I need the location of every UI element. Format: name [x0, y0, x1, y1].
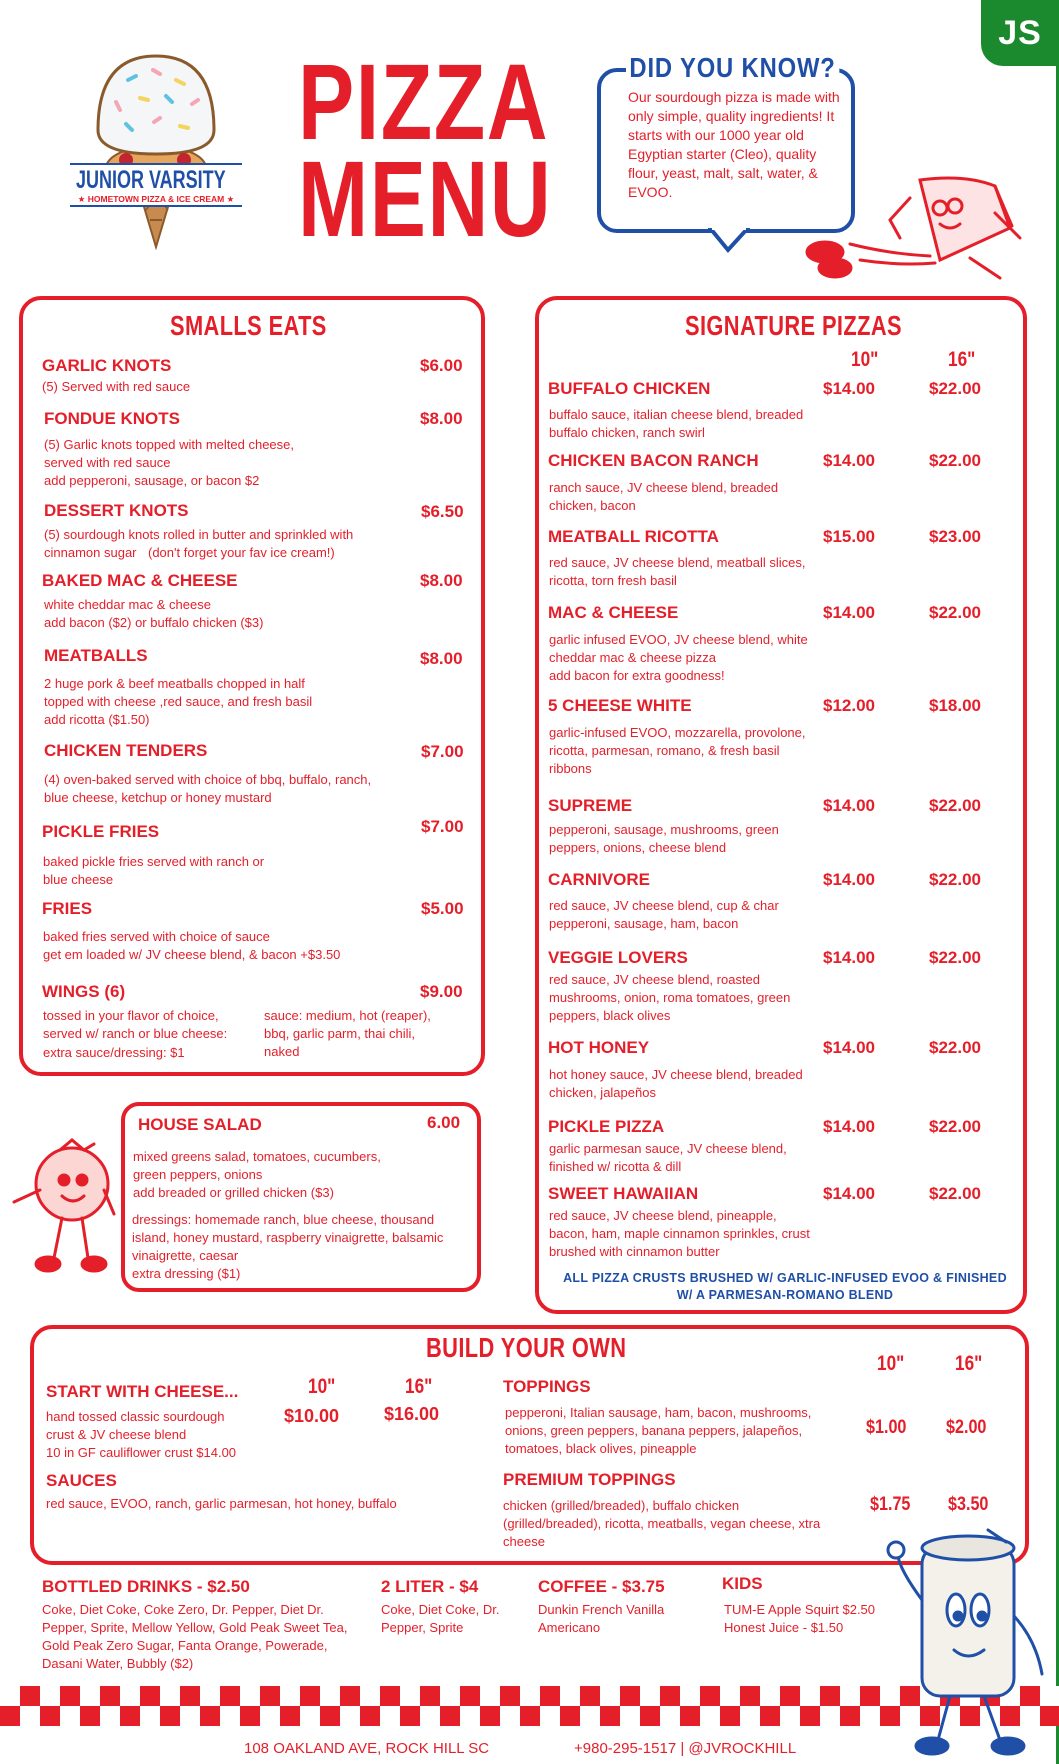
- pizza-desc: garlic-infused EVOO, mozzarella, provolone, ricotta, parmesan, romano, & fresh basil ribbons: [549, 725, 806, 776]
- pizza-price-10: $14.00: [823, 1117, 875, 1136]
- build-size-16: 16": [405, 1375, 433, 1398]
- menu-item-price: $6.50: [421, 502, 464, 521]
- menu-item-name: FRIES: [42, 899, 93, 918]
- toppings-name: TOPPINGS: [503, 1377, 591, 1396]
- menu-item-desc: (4) oven-baked served with choice of bbq, buffalo, ranch, blue cheese, ketchup or honey mustard: [44, 772, 372, 805]
- menu-item-name: PICKLE FRIES: [42, 822, 160, 841]
- pizza-price-10: $14.00: [823, 1038, 875, 1057]
- pizza-slice-mascot-icon: [790, 168, 1030, 286]
- salad-dressing-extra: extra dressing ($1): [132, 1266, 241, 1281]
- logo: [68, 50, 243, 250]
- premium-price-16: $3.50: [948, 1494, 989, 1515]
- salad-extra: add breaded or grilled chicken ($3): [133, 1185, 334, 1200]
- menu-item-desc: baked pickle fries served with ranch or blue cheese: [43, 854, 265, 887]
- pizza-desc: red sauce, JV cheese blend, pineapple, bacon, ham, maple cinnamon sprinkles, crust brushed with cinnamon butter: [549, 1208, 810, 1259]
- menu-item-desc: (5) Garlic knots topped with melted cheese, served with red sauce: [44, 437, 295, 470]
- menu-item-extra: add bacon ($2) or buffalo chicken ($3): [44, 615, 264, 630]
- menu-item-desc: white cheddar mac & cheese: [44, 597, 211, 612]
- pizza-desc: pepperoni, sausage, mushrooms, green peppers, onions, cheese blend: [549, 822, 779, 855]
- sauces-desc: red sauce, EVOO, ranch, garlic parmesan, hot honey, buffalo: [46, 1496, 397, 1511]
- logo-tagline: ★ HOMETOWN PIZZA & ICE CREAM ★: [77, 194, 235, 204]
- bottled-drinks-title: BOTTLED DRINKS - $2.50: [42, 1577, 250, 1596]
- pizza-desc: buffalo sauce, italian cheese blend, breaded buffalo chicken, ranch swirl: [549, 407, 804, 440]
- pizza-price-10: $14.00: [823, 948, 875, 967]
- did-you-know-text: Our sourdough pizza is made with only simple, quality ingredients! It starts with our 1000 year old Egyptian starter (Cleo), quality flour, yeast, malt, salt, water, & EVOO.: [628, 89, 840, 200]
- menu-item-name: BAKED MAC & CHEESE: [42, 571, 238, 590]
- pizza-price-16: $23.00: [929, 527, 981, 546]
- menu-item-extra: extra sauce/dressing: $1: [43, 1045, 185, 1060]
- pizza-name: SWEET HAWAIIAN: [548, 1184, 699, 1203]
- pizza-desc: garlic parmesan sauce, JV cheese blend, finished w/ ricotta & dill: [549, 1141, 787, 1174]
- coffee-title: COFFEE - $3.75: [538, 1577, 665, 1596]
- pizza-name: VEGGIE LOVERS: [548, 948, 688, 967]
- sauces-name: SAUCES: [46, 1471, 117, 1490]
- menu-item-name: MEATBALLS: [44, 646, 148, 665]
- pizza-name: CHICKEN BACON RANCH: [548, 451, 759, 470]
- footer-contact: +980-295-1517 | @JVROCKHILL: [574, 1740, 797, 1757]
- ice-cream-logo-icon: [68, 50, 243, 250]
- bottled-drinks-desc: Coke, Diet Coke, Coke Zero, Dr. Pepper, Diet Dr. Pepper, Sprite, Mellow Yellow, Gold Peak Sweet Tea, Gold Peak Zero Sugar, Fanta Orange, Powerade, Dasani Water, Bubbly ($2): [42, 1602, 348, 1671]
- menu-item-name: GARLIC KNOTS: [42, 356, 172, 375]
- signature-pizzas-title: SIGNATURE PIZZAS: [685, 310, 902, 341]
- menu-item-extra: get em loaded w/ JV cheese blend, & bacon +$3.50: [43, 947, 341, 962]
- menu-item-price: $6.00: [420, 356, 463, 375]
- menu-item-extra: add ricotta ($1.50): [44, 712, 150, 727]
- salad-price: 6.00: [427, 1113, 461, 1132]
- build-price-16: $16.00: [384, 1404, 440, 1424]
- menu-item-desc: baked fries served with choice of sauce: [43, 929, 270, 944]
- two-liter-desc: Coke, Diet Coke, Dr. Pepper, Sprite: [381, 1602, 500, 1635]
- size-10-heading: 10": [851, 348, 879, 371]
- menu-item-extra: add pepperoni, sausage, or bacon $2: [44, 473, 260, 488]
- two-liter-title: 2 LITER - $4: [381, 1577, 479, 1596]
- pizza-price-10: $14.00: [823, 1184, 875, 1203]
- pizza-desc: red sauce, JV cheese blend, roasted mushrooms, onion, roma tomatoes, green peppers, black olives: [549, 972, 791, 1023]
- menu-item-name: WINGS (6): [42, 982, 126, 1001]
- title-line-1: PIZZA: [298, 41, 550, 162]
- pizza-price-16: $18.00: [929, 696, 981, 715]
- build-size-10: 10": [308, 1375, 336, 1398]
- menu-item-desc: 2 huge pork & beef meatballs chopped in half topped with cheese ,red sauce, and fresh basil: [44, 676, 313, 709]
- menu-item-desc: (5) sourdough knots rolled in butter and sprinkled with cinnamon sugar: [44, 527, 354, 560]
- pizza-price-16: $22.00: [929, 948, 981, 967]
- menu-item-price: $7.00: [421, 817, 464, 836]
- toppings-size-10: 10": [877, 1352, 905, 1375]
- pizza-desc: red sauce, JV cheese blend, cup & char pepperoni, sausage, ham, bacon: [549, 898, 779, 931]
- toppings-price-16: $2.00: [946, 1417, 987, 1438]
- tomato-mascot-icon: [10, 1132, 120, 1280]
- menu-item-name: DESSERT KNOTS: [44, 501, 189, 520]
- pizza-name: PICKLE PIZZA: [548, 1117, 665, 1136]
- pizza-price-10: $14.00: [823, 870, 875, 889]
- soda-can-mascot-icon: [880, 1520, 1056, 1764]
- menu-item-name: FONDUE KNOTS: [44, 409, 180, 428]
- pizza-price-10: $14.00: [823, 379, 875, 398]
- pizza-desc: garlic infused EVOO, JV cheese blend, white cheddar mac & cheese pizza: [549, 632, 808, 665]
- pizza-desc: red sauce, JV cheese blend, meatball slices, ricotta, torn fresh basil: [549, 555, 806, 588]
- pizza-price-10: $14.00: [823, 796, 875, 815]
- pizza-name: SUPREME: [548, 796, 633, 815]
- wings-sauce-list: sauce: medium, hot (reaper), bbq, garlic parm, thai chili, naked: [264, 1008, 431, 1059]
- pizza-price-16: $22.00: [929, 1117, 981, 1136]
- start-with-cheese-name: START WITH CHEESE...: [46, 1382, 239, 1401]
- pizza-price-10: $14.00: [823, 603, 875, 622]
- menu-item-extra: (don't forget your fav ice cream!): [148, 545, 335, 560]
- toppings-desc: pepperoni, Italian sausage, ham, bacon, mushrooms, onions, green peppers, banana peppers, jalapeños, tomatoes, black olives, pineapple: [505, 1405, 812, 1456]
- pizza-desc: ranch sauce, JV cheese blend, breaded chicken, bacon: [549, 480, 779, 513]
- speech-tail-icon: [708, 228, 750, 254]
- premium-toppings-name: PREMIUM TOPPINGS: [503, 1470, 676, 1489]
- pizza-price-16: $22.00: [929, 1184, 981, 1203]
- pizza-price-16: $22.00: [929, 796, 981, 815]
- pizza-price-10: $14.00: [823, 451, 875, 470]
- logo-name: JUNIOR VARSITY: [76, 166, 226, 194]
- menu-item-price: $8.00: [420, 571, 463, 590]
- toppings-size-16: 16": [955, 1352, 983, 1375]
- toppings-price-10: $1.00: [866, 1417, 907, 1438]
- premium-toppings-desc: chicken (grilled/breaded), buffalo chicken (grilled/breaded), ricotta, meatballs, vegan cheese, xtra cheese: [503, 1498, 821, 1549]
- pizza-name: CARNIVORE: [548, 870, 651, 889]
- premium-price-10: $1.75: [870, 1494, 911, 1515]
- build-price-10: $10.00: [284, 1406, 340, 1426]
- menu-item-price: $7.00: [421, 742, 464, 761]
- salad-desc: mixed greens salad, tomatoes, cucumbers, green peppers, onions: [133, 1149, 381, 1182]
- menu-item-price: $8.00: [420, 649, 463, 668]
- pizza-price-16: $22.00: [929, 870, 981, 889]
- pizza-name: HOT HONEY: [548, 1038, 650, 1057]
- footer-address: 108 OAKLAND AVE, ROCK HILL SC: [244, 1740, 490, 1757]
- pizza-crust-note: ALL PIZZA CRUSTS BRUSHED W/ GARLIC-INFUSED EVOO & FINISHED W/ A PARMESAN-ROMANO BLEND: [563, 1271, 1007, 1302]
- pizza-name: 5 CHEESE WHITE: [548, 696, 692, 715]
- pizza-price-16: $22.00: [929, 379, 981, 398]
- pizza-name: BUFFALO CHICKEN: [548, 379, 711, 398]
- pizza-price-16: $22.00: [929, 603, 981, 622]
- menu-item-name: CHICKEN TENDERS: [44, 741, 208, 760]
- pizza-price-16: $22.00: [929, 451, 981, 470]
- logo-banner: [70, 163, 242, 207]
- start-with-cheese-desc: hand tossed classic sourdough crust & JV cheese blend: [46, 1409, 225, 1442]
- gf-crust-option: 10 in GF cauliflower crust $14.00: [46, 1445, 237, 1460]
- pizza-desc: hot honey sauce, JV cheese blend, breaded chicken, jalapeños: [549, 1067, 803, 1100]
- kids-line-1: TUM-E Apple Squirt $2.50: [724, 1602, 876, 1617]
- pizza-price-16: $22.00: [929, 1038, 981, 1057]
- js-badge: JS: [981, 0, 1059, 66]
- pizza-extra: add bacon for extra goodness!: [549, 668, 725, 683]
- menu-item-price: $9.00: [420, 982, 463, 1001]
- menu-item-price: $8.00: [420, 409, 463, 428]
- menu-item-desc: (5) Served with red sauce: [42, 379, 191, 394]
- did-you-know-title: DID YOU KNOW?: [626, 52, 839, 84]
- build-your-own-title: BUILD YOUR OWN: [426, 1332, 627, 1363]
- menu-item-desc: tossed in your flavor of choice, served w/ ranch or blue cheese:: [43, 1008, 228, 1041]
- pizza-price-10: $15.00: [823, 527, 875, 546]
- kids-title: KIDS: [722, 1574, 763, 1593]
- menu-item-price: $5.00: [421, 899, 464, 918]
- title-line-2: MENU: [298, 138, 553, 259]
- kids-line-2: Honest Juice - $1.50: [724, 1620, 844, 1635]
- coffee-desc: Dunkin French Vanilla Americano: [538, 1602, 665, 1635]
- size-16-heading: 16": [948, 348, 976, 371]
- pizza-name: MEATBALL RICOTTA: [548, 527, 719, 546]
- smalls-eats-title: SMALLS EATS: [170, 310, 327, 341]
- pizza-price-10: $12.00: [823, 696, 875, 715]
- salad-name: HOUSE SALAD: [138, 1115, 262, 1134]
- salad-dressings: dressings: homemade ranch, blue cheese, thousand island, honey mustard, raspberry vinaigrette, balsamic vinaigrette, caesar: [132, 1212, 444, 1263]
- pizza-name: MAC & CHEESE: [548, 603, 679, 622]
